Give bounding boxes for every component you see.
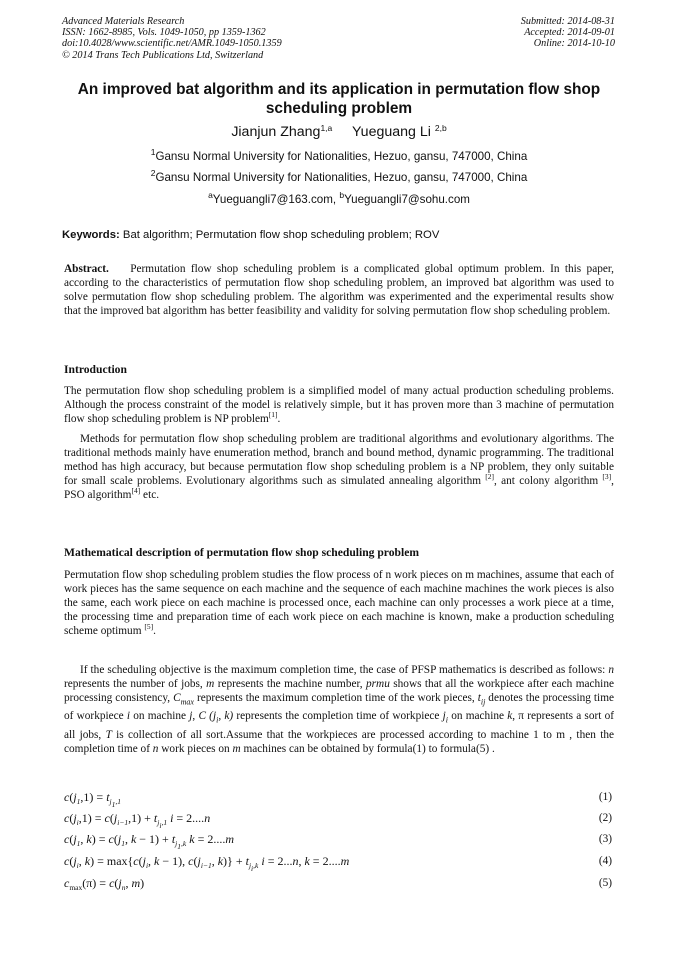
citation: [1] [268,410,278,419]
journal-copyright: © 2014 Trans Tech Publications Ltd, Switzerland [62,49,264,61]
intro-paragraph-2: Methods for permutation flow shop scheduling problem are traditional algorithms and evolutionary algorithms. The traditional methods mainly have enumeration method, branch and bound method, dynamic programming. The traditional method has high accuracy, but because permutation flow shop scheduling problem is a NP problem, they only suitable for small scale problems. Evolutionary algorithms such as simulated annealing algorithm [2], ant colony algorithm [3], PSO algorithm[4] etc. [64,433,614,501]
citation: [5] [144,622,154,631]
journal-header-right [395,16,615,50]
citation: [4] [131,486,141,495]
affil-text: Gansu Normal University for Nationalities, Hezuo, gansu, 747000, China [155,171,528,184]
equation-3-number: (3) [598,833,612,845]
equation-2-formula: $c(j_i,1) = c(j_{i-1},1) + t_{j_i,1}$ i = 2....n [64,811,211,830]
equation-4-number: (4) [598,855,612,867]
affil-text: Gansu Normal University for Nationalities, Hezuo, gansu, 747000, China [155,150,528,163]
equation-5 [64,875,612,894]
equation-3 [64,831,612,850]
author-name: Yueguang Li [352,124,431,140]
affiliation-1 [62,147,616,164]
author-affil-mark: 2,b [434,123,447,133]
email-mark: b [339,190,345,200]
date-accepted: Accepted: 2014-09-01 [524,27,615,39]
date-submitted: Submitted: 2014-08-31 [520,16,615,27]
equation-1-formula: $c(j_1,1) = t_{j_1,1}$ [64,790,122,809]
equation-2-number: (2) [598,812,612,824]
keywords-label: Keywords: [62,229,120,241]
math-paragraph-2: If the scheduling objective is the maximum completion time, the case of PFSP mathematics is described as follows: n represents the number of jobs, m represents the machine number, prmu shows that all the workpiece after each machine processing consistency, $C_{max}$ represents the maximum completion time of the work pieces, $t_{ij}$ denotes the processing time of workpiece i on machine j, C ($j_i$, k) represents the completion time of workpiece $j_i$ on machine k, π represents a sort of all jobs, T is collection of all sort.Assume that the workpieces are processed according to machine 1 to m , then the completion time of n work pieces on m machines can be obtained by formula(1) to formula(5) . [64,664,614,755]
email-b: Yueguangli7@sohu.com [344,193,470,206]
author-list [62,124,616,141]
author-affil-mark: 1,a [320,123,333,133]
equation-3-formula: $c(j_1$, $k) = c(j_1$, $k - 1) + t_{j_1,k}$ k = 2....m [64,832,235,851]
journal-doi: doi:10.4028/www.scientific.net/AMR.1049-1050.1359 [62,38,282,50]
affiliation-2 [62,168,616,185]
citation: [2] [485,472,495,481]
equation-1-number: (1) [598,791,612,803]
equation-5-formula: $c_{max}(\pi) = c(j_n$, m) [64,876,145,892]
intro-paragraph-1: The permutation flow shop scheduling problem is a simplified model of many actual production scheduling problems. Although the process constraint of the model is relatively simple, but it has proven more than 3 machine of permutation flow shop scheduling problem is NP problem[1]. [64,385,614,425]
keywords [62,228,616,242]
equation-4 [64,853,612,872]
equation-4-formula: $c(j_i$, $k) = \max\{c(j_i$, k − 1), $c(j_{i-1}$, $k)\} + t_{j_i,k}$ i = 2...n, k = 2....m [64,854,350,873]
abstract-text: Permutation flow shop scheduling problem is a complicated global optimum problem. In this paper, according to the characteristics of permutation flow shop scheduling problem, an improved bat algorithm was used to solve permutation flow shop scheduling problem. The algorithm was experimented and the experimental results show that the improved bat algorithm has better feasibility and validity for solving permutation flow shop scheduling problem. [64,263,615,317]
paper-title: An improved bat algorithm and its application in permutation flow shop scheduling problem [77,81,601,117]
equation-2 [64,810,612,829]
abstract [64,262,614,318]
email-mark: a [208,190,213,200]
affil-mark: 2 [150,168,156,178]
keywords-text: Bat algorithm; Permutation flow shop scheduling problem; ROV [122,229,440,241]
section-heading-introduction: Introduction [64,363,127,376]
journal-name: Advanced Materials Research [62,16,185,27]
equation-5-number: (5) [598,877,612,889]
author-name: Jianjun Zhang [231,124,321,140]
affil-mark: 1 [150,147,156,157]
author-emails [62,190,616,207]
abstract-label: Abstract. [64,263,109,275]
math-paragraph-1: Permutation flow shop scheduling problem studies the flow process of n work pieces on m machines, assume that each of work pieces has the same sequence on each machine and the sequence of each machine machines the work pieces is also the same, each work piece on each machine is processed once, each machine can only processes a work piece at a time, the processing time and preparation time of each work piece on each machine is known, make a production scheduling scheme optimum [5]. [64,569,614,637]
citation: [3] [602,472,612,481]
section-heading-math: Mathematical description of permutation flow shop scheduling problem [64,546,420,559]
journal-header-left [62,16,392,61]
journal-issn: ISSN: 1662-8985, Vols. 1049-1050, pp 1359-1362 [62,27,266,39]
date-online: Online: 2014-10-10 [533,38,615,50]
email-a: Yueguangli7@163.com, [212,193,337,206]
equation-1 [64,789,612,808]
